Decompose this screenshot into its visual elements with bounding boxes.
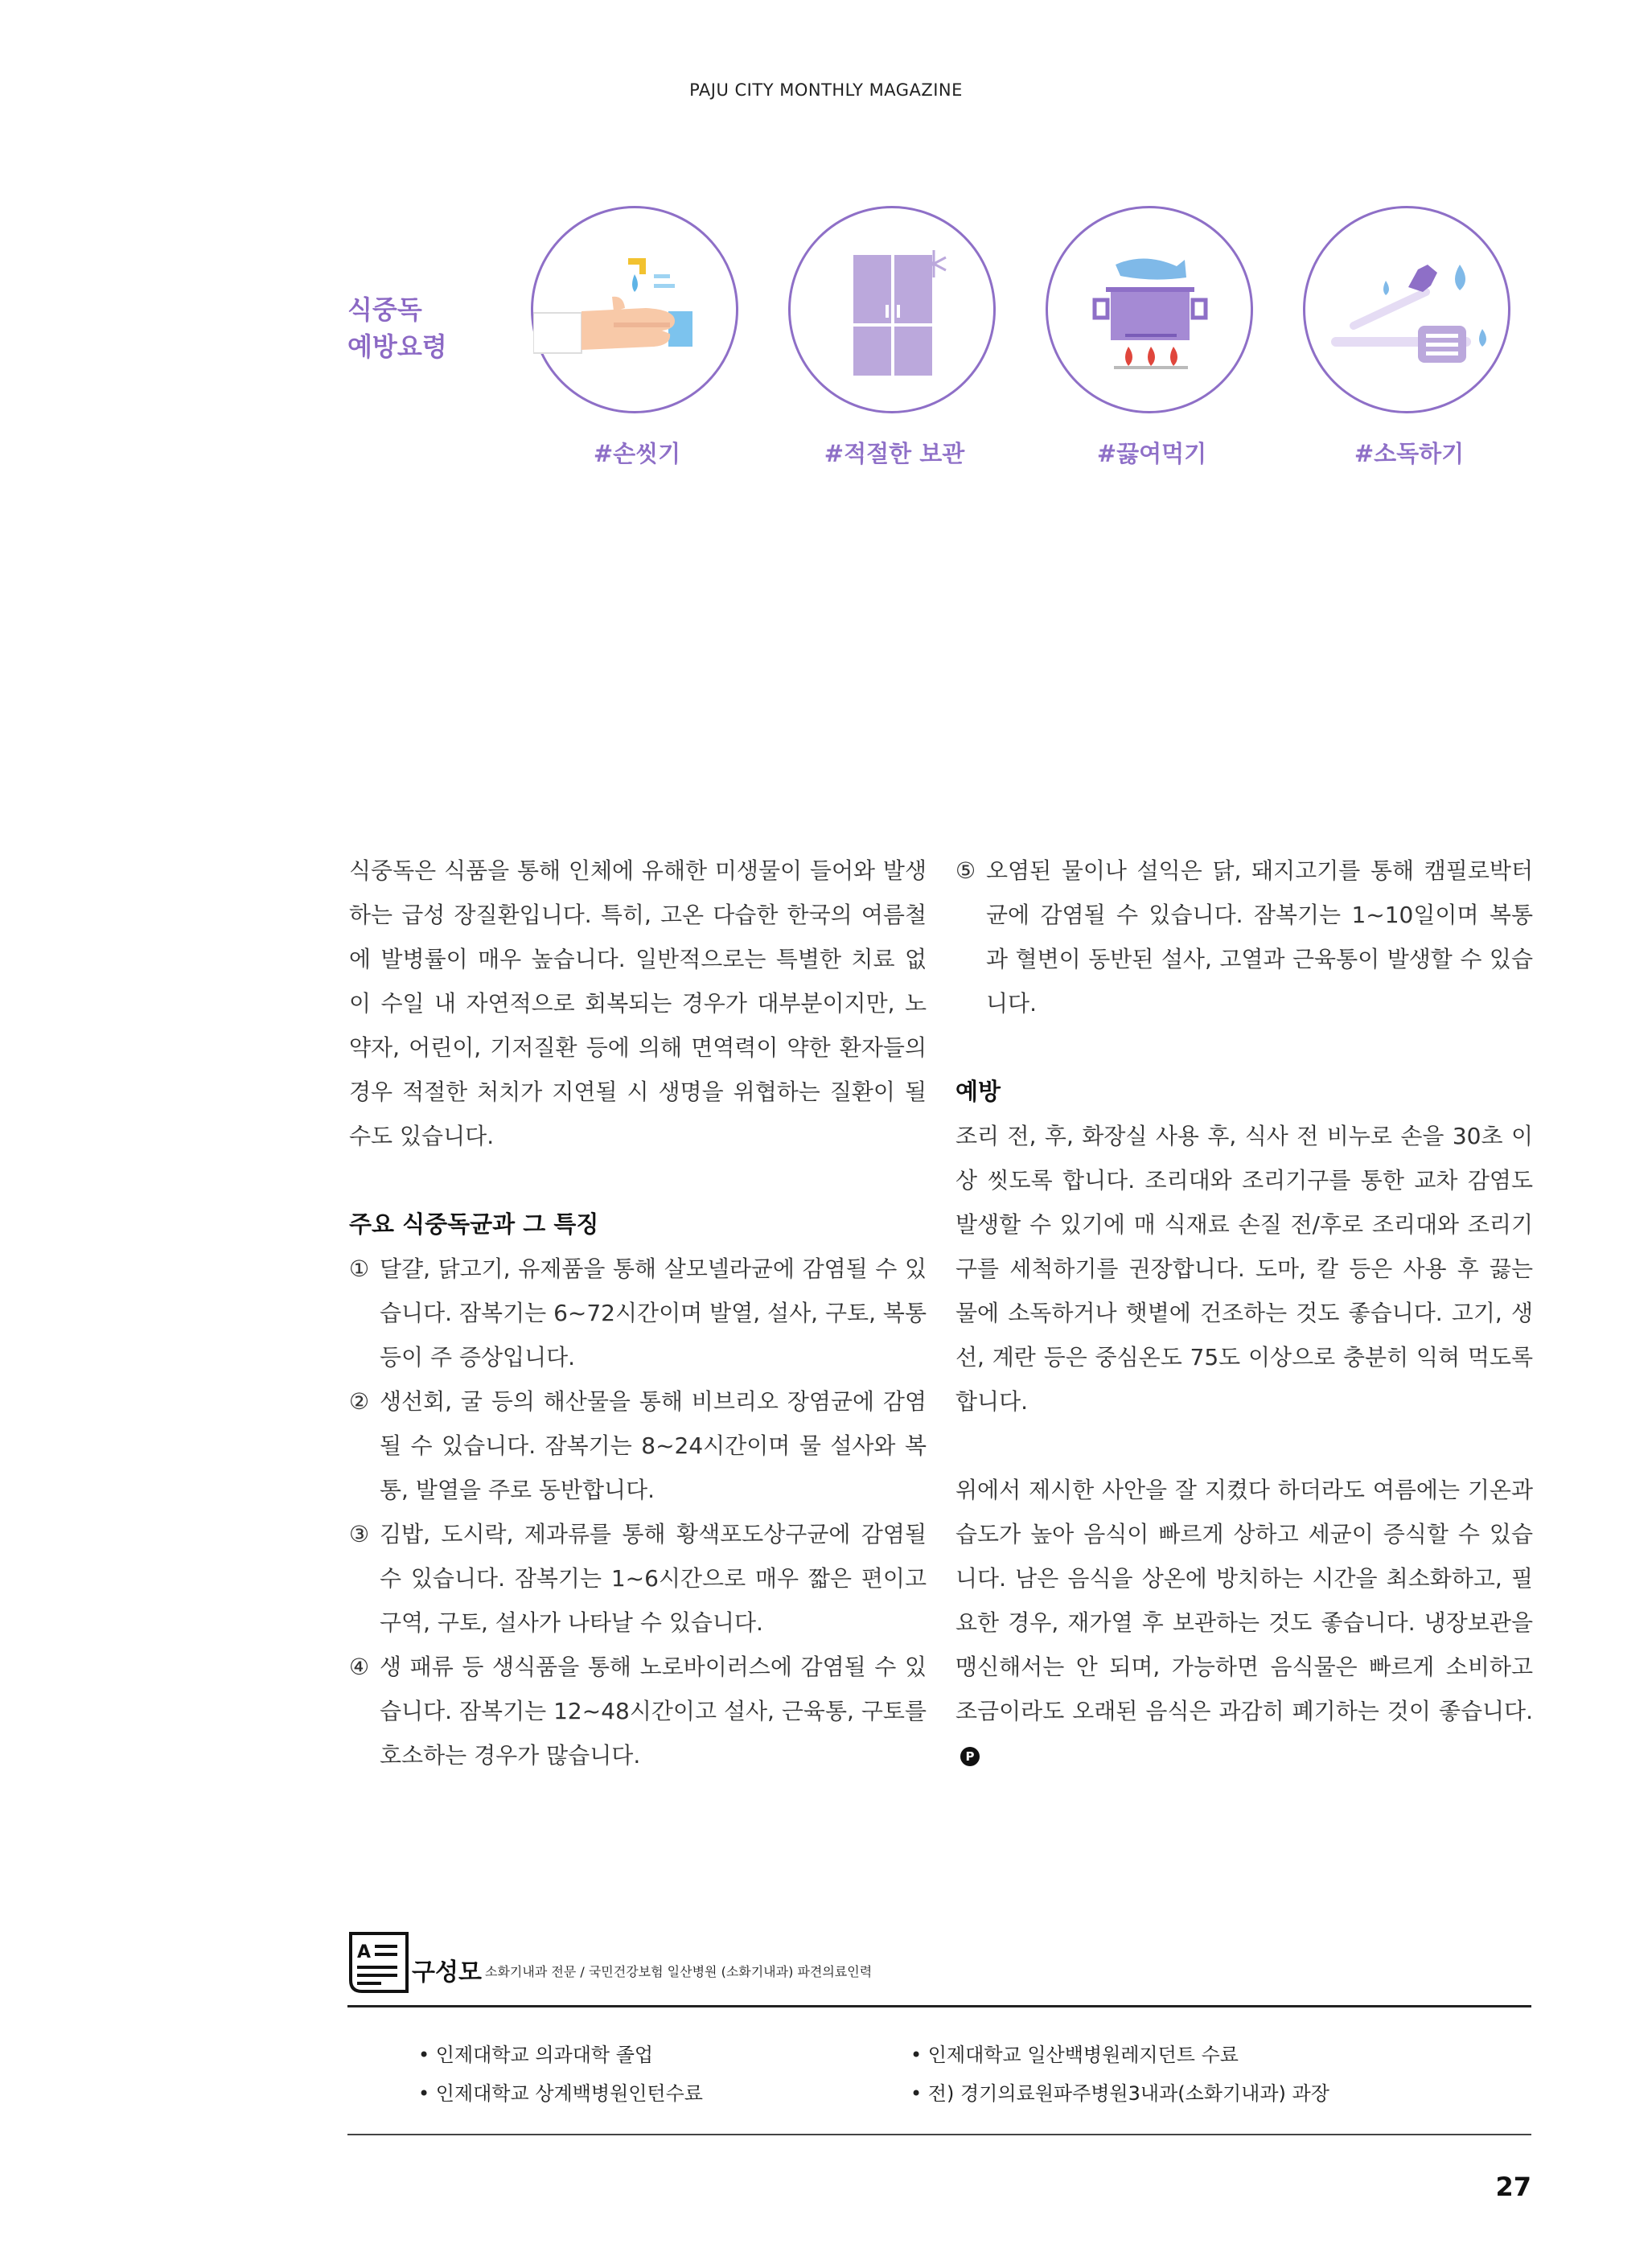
- item-number: ①: [349, 1255, 370, 1282]
- section-title-line1: 식중독: [347, 294, 422, 325]
- author-profile-icon: [347, 1929, 413, 1998]
- item-text: 달걀, 닭고기, 유제품을 통해 살모넬라균에 감염될 수 있습니다. 잠복기는 6~72시간이며 발열, 설사, 구토, 복통 등이 주 증상입니다.: [380, 1255, 927, 1370]
- closing-paragraph: [955, 1468, 1533, 1777]
- tip-circle-storage: [788, 206, 996, 413]
- page-number: 27: [1495, 2172, 1531, 2202]
- svg-text:A: A: [357, 1942, 372, 1962]
- section-title-line2: 예방요령: [347, 331, 447, 362]
- tag-handwash: #손씻기: [593, 440, 681, 467]
- right-column: [955, 849, 1533, 1777]
- credential-item: • 전) 경기의료원파주병원3내과(소화기내과) 과장: [910, 2082, 1329, 2105]
- list-item: [349, 1247, 927, 1379]
- list-item: [349, 1379, 927, 1512]
- prevention-paragraph: 조리 전, 후, 화장실 사용 후, 식사 전 비누로 손을 30초 이상 씻도록 합니다. 조리대와 조리기구를 통한 교차 감염도 발생할 수 있기에 매 식재료 손질 전/후로 조리대와 조리기구를 세척하기를 권장합니다. 도마, 칼 등은 사용 후 끓는 물에 소독하거나 햇볕에 건조하는 것도 좋습니다. 고기, 생선, 계란 등은 중심온도 75도 이상으로 충분히 익혀 먹도록 합니다.: [955, 1123, 1533, 1415]
- magazine-end-mark-icon: P: [960, 1747, 980, 1766]
- item-text: 생선회, 굴 등의 해산물을 통해 비브리오 장염균에 감염될 수 있습니다. 잠복기는 8~24시간이며 물 설사와 복통, 발열을 주로 동반합니다.: [380, 1388, 927, 1503]
- item-text: 생 패류 등 생식품을 통해 노로바이러스에 감염될 수 있습니다. 잠복기는 12~48시간이고 설사, 근육통, 구토를 호소하는 경우가 많습니다.: [380, 1654, 927, 1769]
- boiling-pot-icon: [1048, 208, 1251, 411]
- author-divider: [347, 2005, 1531, 2007]
- disinfect-utensils-icon: [1305, 208, 1508, 411]
- author-name: 구성모: [412, 1958, 482, 1987]
- intro-paragraph: 식중독은 식품을 통해 인체에 유해한 미생물이 들어와 발생하는 급성 장질환입니다. 특히, 고온 다습한 한국의 여름철에 발병률이 매우 높습니다. 일반적으로는 특별한 치료 없이 수일 내 자연적으로 회복되는 경우가 대부분이지만, 노약자, 어린이, 기저질환 등에 의해 면역력이 약한 환자들의 경우 적절한 처치가 지연될 시 생명을 위협하는 질환이 될 수도 있습니다.: [349, 857, 927, 1149]
- item-number: ④: [349, 1654, 370, 1680]
- credential-item: • 인제대학교 상계백병원인턴수료: [418, 2082, 703, 2105]
- credential-item: • 인제대학교 의과대학 졸업: [418, 2044, 654, 2066]
- bottom-divider: [347, 2134, 1531, 2135]
- tag-boiling: #끓여먹기: [1096, 440, 1207, 467]
- closing-text: 위에서 제시한 사안을 잘 지켰다 하더라도 여름에는 기온과 습도가 높아 음식이 빠르게 상하고 세균이 증식할 수 있습니다. 남은 음식을 상온에 방치하는 시간을 최소화하고, 필요한 경우, 재가열 후 보관하는 것도 좋습니다. 냉장보관을 맹신해서는 안 되며, 가능하면 음식물은 빠르게 소비하고 조금이라도 오래된 음식은 과감히 폐기하는 것이 좋습니다.: [955, 1477, 1533, 1724]
- item-number: ②: [349, 1388, 370, 1415]
- list-item: [349, 1512, 927, 1645]
- tip-circle-disinfect: [1303, 206, 1510, 413]
- item-text: 오염된 물이나 설익은 닭, 돼지고기를 통해 캠필로박터균에 감염될 수 있습니다. 잠복기는 1~10일이며 복통과 혈변이 동반된 설사, 고열과 근육통이 발생할 수 있습니다.: [986, 857, 1533, 1017]
- prevention-heading: 예방: [955, 1078, 1001, 1105]
- tip-circle-handwash: [531, 206, 738, 413]
- author-title: 소화기내과 전문 / 국민건강보험 일산병원 (소화기내과) 파견의료인력: [485, 1964, 873, 1979]
- list-item: [349, 1645, 927, 1777]
- tag-disinfect: #소독하기: [1354, 440, 1465, 467]
- list-item: [955, 849, 1533, 1025]
- tip-circle-boiling: [1046, 206, 1253, 413]
- hand-washing-icon: [533, 208, 736, 411]
- left-column: [349, 849, 927, 1777]
- refrigerator-icon: [791, 208, 993, 411]
- item-text: 김밥, 도시락, 제과류를 통해 황색포도상구균에 감염될 수 있습니다. 잠복기는 1~6시간으로 매우 짧은 편이고 구역, 구토, 설사가 나타날 수 있습니다.: [380, 1521, 927, 1636]
- section-title: [347, 291, 447, 365]
- credential-item: • 인제대학교 일산백병원레지던트 수료: [910, 2044, 1239, 2066]
- magazine-header: PAJU CITY MONTHLY MAGAZINE: [689, 80, 963, 100]
- pathogens-heading: 주요 식중독균과 그 특징: [349, 1210, 599, 1238]
- item-number: ⑤: [955, 857, 976, 884]
- tag-storage: #적절한 보관: [824, 440, 965, 467]
- item-number: ③: [349, 1521, 370, 1547]
